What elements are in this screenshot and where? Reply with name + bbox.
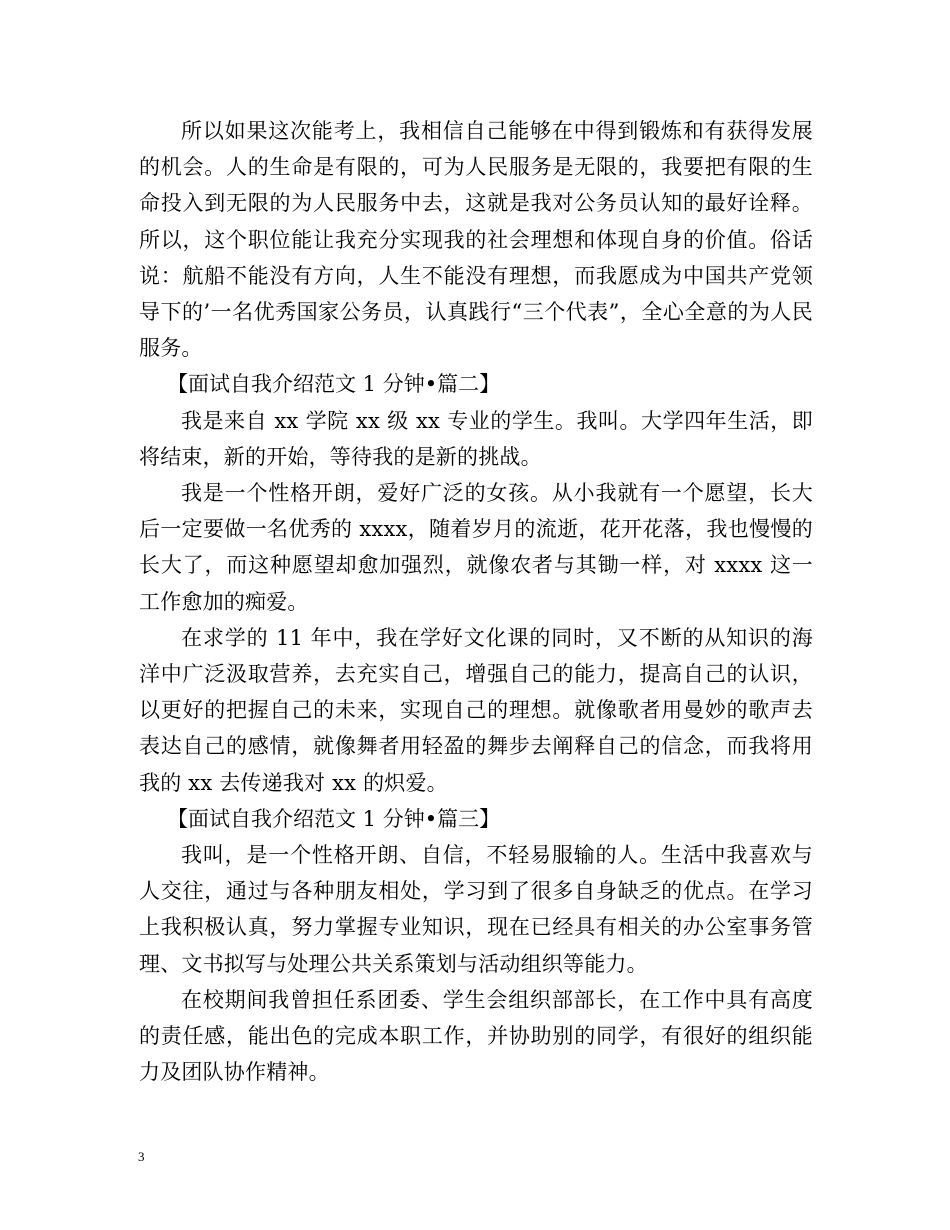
paragraph: 所以如果这次能考上，我相信自己能够在中得到锻炼和有获得发展的机会。人的生命是有限的，可为人民服务是无限的，我要把有限的生命投入到无限的为人民服务中去，这就是我对公务员认知的最好诠释。所以，这个职位能让我充分实现我的社会理想和体现自身的价值。俗话说：航船不能没有方向，人生不能没有理想，而我愿成为中国共产党领导下的’一名优秀国家公务员，认真践行“三个代表”，全心全意的为人民服务。: [139, 119, 813, 361]
paragraph: 我是来自 xx 学院 xx 级 xx 专业的学生。我叫。大学四年生活，即将结束，新的开始，等待我的是新的挑战。: [139, 408, 813, 469]
section-heading: 【面试自我介绍范文 1 分钟•篇二】: [167, 372, 501, 397]
paragraph: 我叫，是一个性格开朗、自信，不轻易服输的人。生活中我喜欢与人交往，通过与各种朋友相处，学习到了很多自身缺乏的优点。在学习上我积极认真，努力掌握专业知识，现在已经具有相关的办公室事务管理、文书拟写与处理公共关系策划与活动组织等能力。: [139, 843, 813, 976]
paragraph: 在校期间我曾担任系团委、学生会组织部部长，在工作中具有高度的责任感，能出色的完成本职工作，并协助别的同学，有很好的组织能力及团队协作精神。: [139, 987, 813, 1085]
section-heading: 【面试自我介绍范文 1 分钟•篇三】: [167, 806, 501, 831]
paragraph: 在求学的 11 年中，我在学好文化课的同时，又不断的从知识的海洋中广泛汲取营养，去充实自己，增强自己的能力，提高自己的认识，以更好的把握自己的未来，实现自己的理想。就像歌者用曼妙的歌声去表达自己的感情，就像舞者用轻盈的舞步去阐释自己的信念，而我将用我的 xx 去传递我对 xx 的炽爱。: [139, 625, 813, 795]
paragraph: 我是一个性格开朗，爱好广泛的女孩。从小我就有一个愿望，长大后一定要做一名优秀的 xxxx，随着岁月的流逝，花开花落，我也慢慢的长大了，而这种愿望却愈加强烈，就像农者与其锄一样，对 xxxx 这一工作愈加的痴爱。: [139, 481, 813, 614]
document-body: [139, 113, 813, 1090]
page-number: 3: [138, 1149, 145, 1164]
